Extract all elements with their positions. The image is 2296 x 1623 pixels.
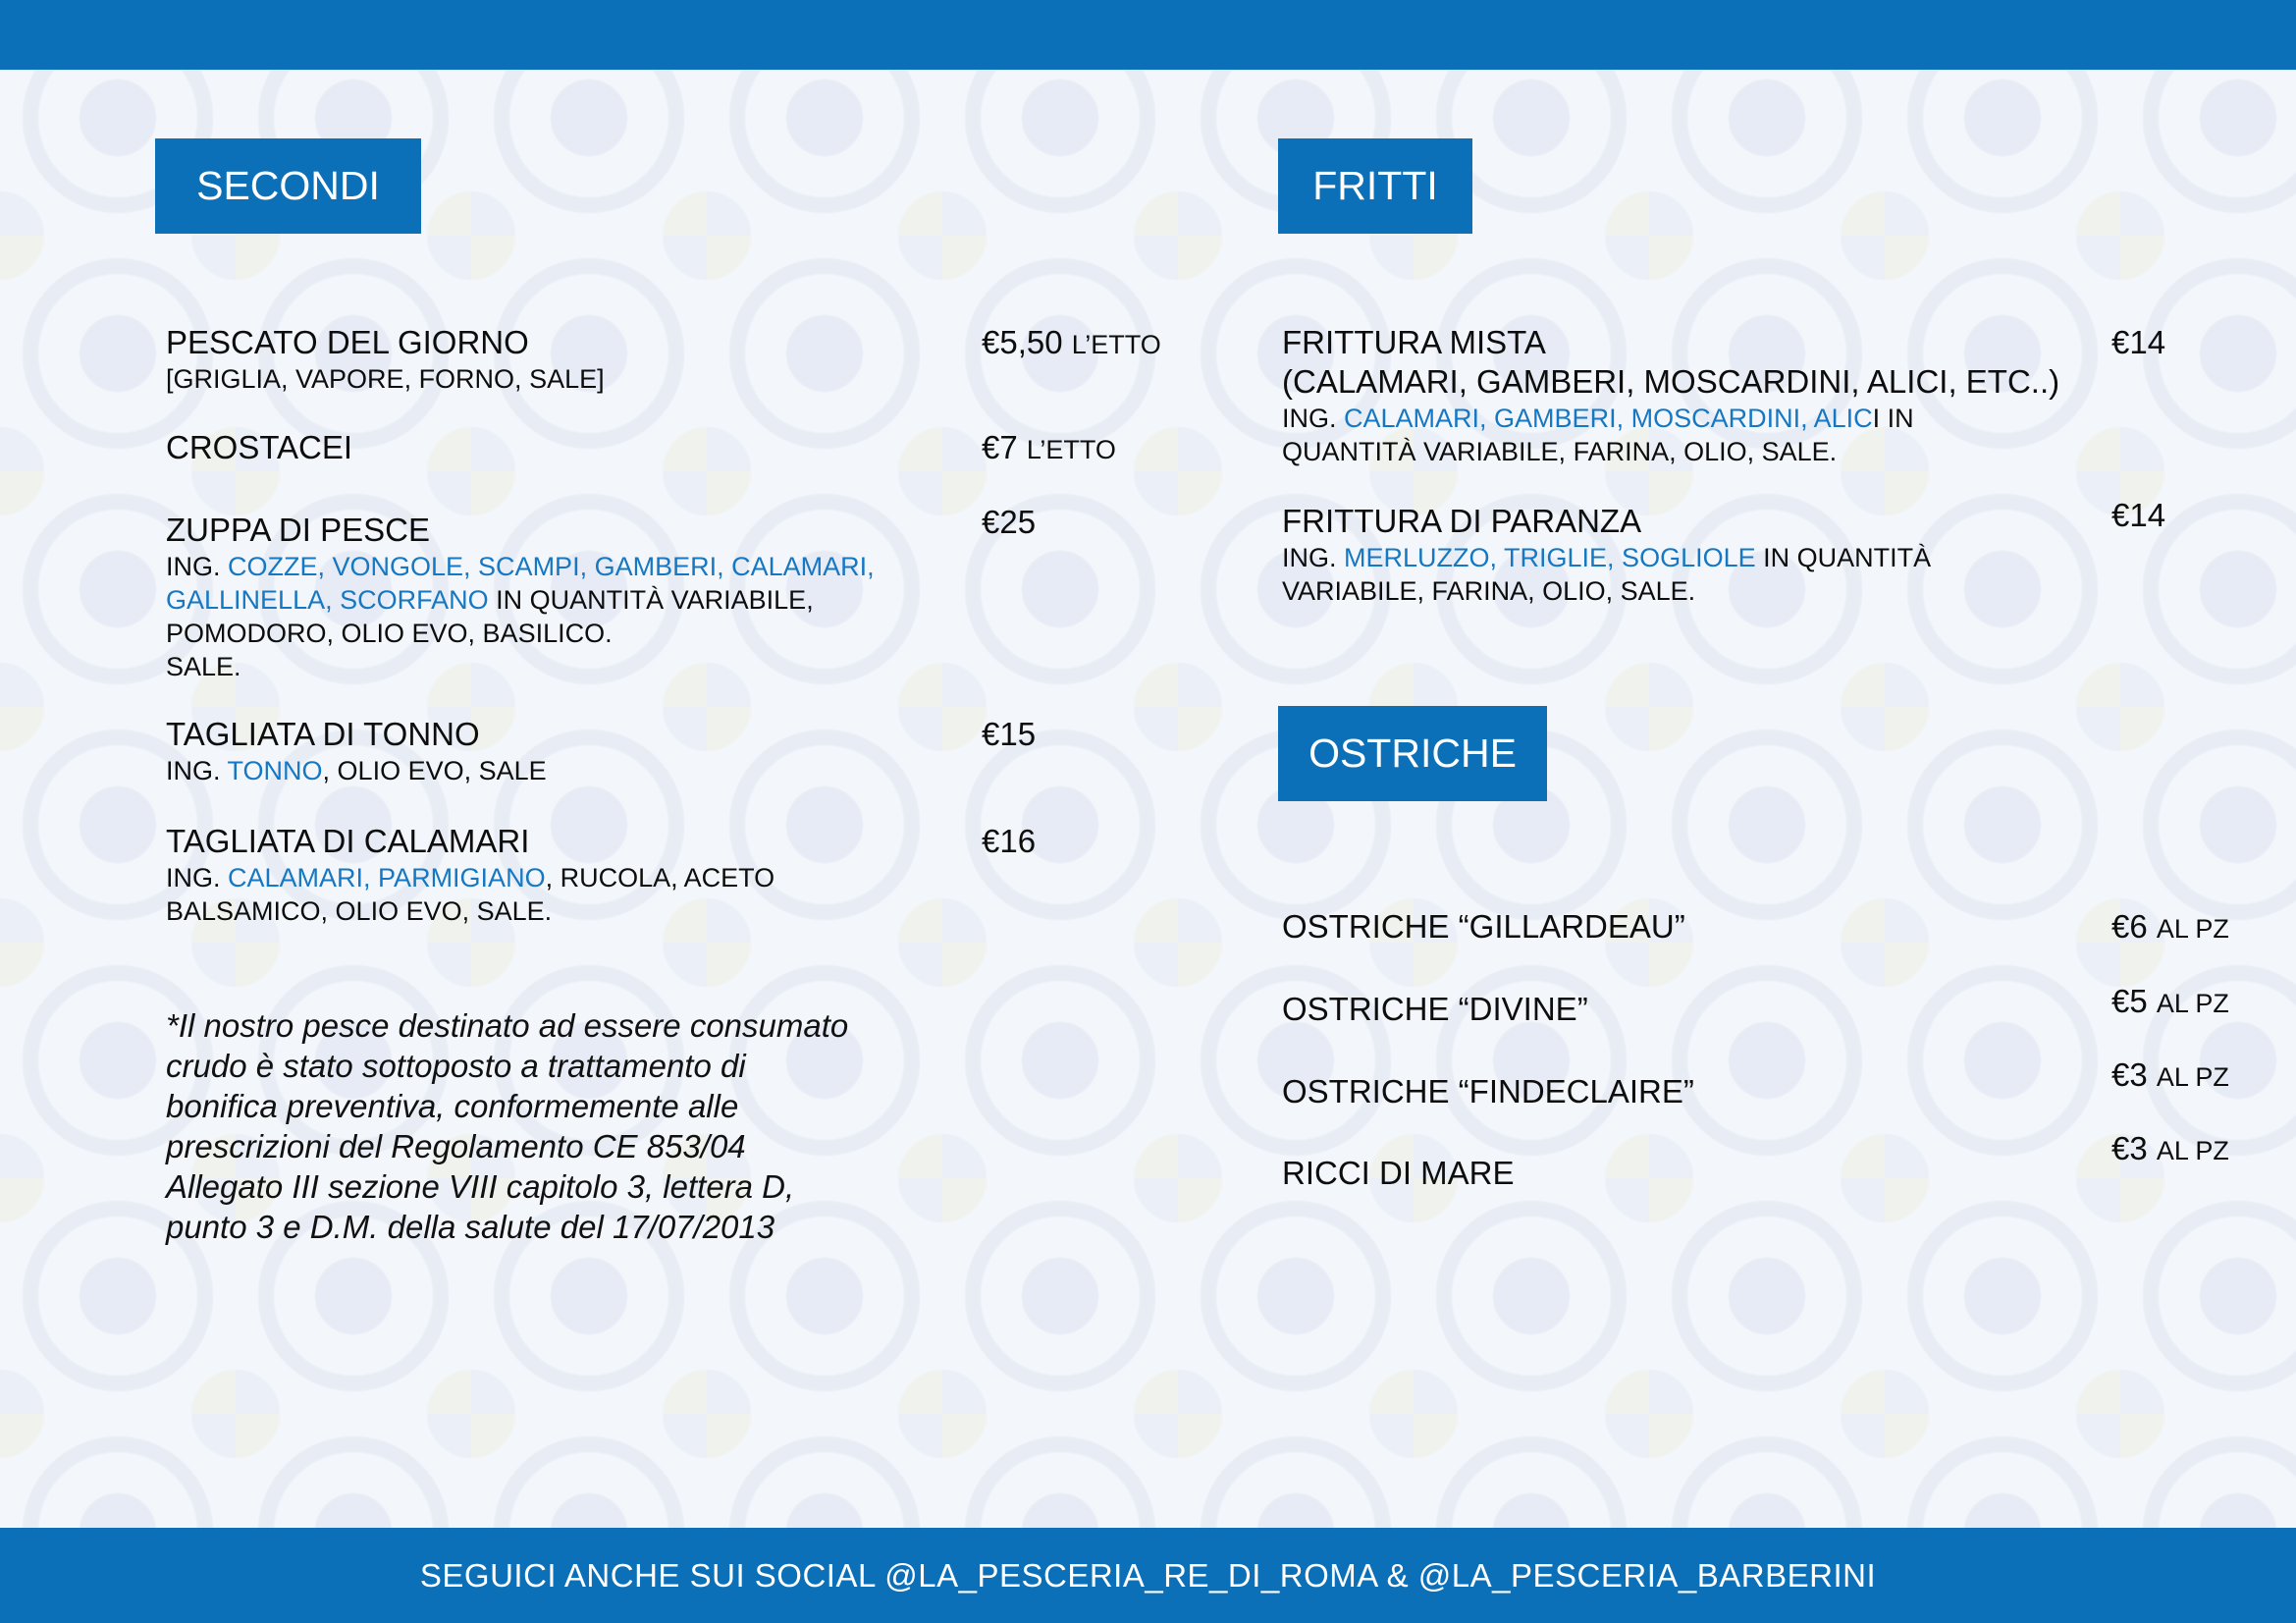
desc-prefix: ING. [166, 552, 229, 581]
item-desc [1282, 541, 2087, 574]
menu-item-findeclaire [1282, 1072, 1694, 1111]
price-unit: AL PZ [2156, 1136, 2229, 1165]
fritti-heading [1278, 138, 1472, 234]
item-name: TAGLIATA DI TONNO [166, 716, 480, 752]
desc-prefix: ING. [166, 863, 229, 893]
price-frittura-mista [2111, 323, 2165, 362]
ostriche-heading [1278, 706, 1547, 801]
price-ricci [2111, 1129, 2229, 1170]
notice-line: *Il nostro pesce destinato ad essere consumato [166, 1007, 849, 1044]
notice-line: crudo è stato sottoposto a trattamento di [166, 1048, 746, 1084]
raw-fish-notice [166, 1005, 971, 1247]
price-unit: AL PZ [2156, 1062, 2229, 1092]
price-value: €15 [982, 716, 1037, 752]
notice-line: punto 3 e D.M. della salute del 17/07/2013 [166, 1209, 775, 1245]
price-value: €16 [982, 823, 1037, 859]
desc-prefix: ING. [1282, 543, 1345, 572]
ostriche-heading-text: OSTRICHE [1308, 730, 1517, 776]
item-desc [166, 861, 971, 894]
item-desc: VARIABILE, FARINA, OLIO, SALE. [1282, 576, 1696, 606]
notice-line: prescrizioni del Regolamento CE 853/04 [166, 1128, 746, 1164]
price-unit: AL PZ [2156, 989, 2229, 1018]
footer-bar [0, 1528, 2296, 1623]
item-desc: BALSAMICO, OLIO EVO, SALE. [166, 896, 553, 926]
price-value: €7 [982, 429, 1018, 465]
price-pescato [982, 323, 1161, 364]
item-desc [166, 583, 971, 617]
item-desc [166, 550, 971, 583]
desc-rest: I IN [1872, 404, 1914, 433]
item-desc: [GRIGLIA, VAPORE, FORNO, SALE] [166, 364, 605, 394]
item-desc [1282, 402, 2087, 435]
price-value: €14 [2111, 324, 2166, 360]
item-name: RICCI DI MARE [1282, 1155, 1515, 1191]
desc-rest: IN QUANTITÀ VARIABILE, [488, 585, 814, 615]
item-name: FRITTURA MISTA [1282, 324, 1546, 360]
secondi-heading-text: SECONDI [196, 163, 380, 208]
item-name: ZUPPA DI PESCE [166, 512, 430, 548]
fritti-heading-text: FRITTI [1312, 163, 1438, 208]
item-name: TAGLIATA DI CALAMARI [166, 823, 530, 859]
price-value: €3 [2111, 1130, 2148, 1166]
price-value: €25 [982, 504, 1037, 540]
item-desc: QUANTITÀ VARIABILE, FARINA, OLIO, SALE. [1282, 437, 1838, 466]
item-name: FRITTURA DI PARANZA [1282, 503, 1642, 539]
top-bar [0, 0, 2296, 70]
menu-item-gillardeau [1282, 907, 1685, 947]
item-desc [166, 754, 971, 787]
price-gillardeau [2111, 907, 2229, 948]
price-unit: L’ETTO [1026, 435, 1116, 464]
price-value: €3 [2111, 1056, 2148, 1093]
menu-item-divine [1282, 990, 1588, 1029]
desc-rest: , OLIO EVO, SALE [322, 756, 547, 785]
price-value: €14 [2111, 497, 2166, 533]
desc-prefix: ING. [1282, 404, 1345, 433]
menu-item-paranza [1282, 502, 2087, 608]
item-desc: SALE. [166, 652, 241, 681]
menu-item-crostacei [166, 428, 971, 467]
price-crostacei [982, 428, 1116, 469]
menu-item-frittura-mista [1282, 323, 2087, 468]
price-calamari [982, 822, 1036, 861]
item-name: PESCATO DEL GIORNO [166, 324, 529, 360]
desc-ingredients: MERLUZZO, TRIGLIE, SOGLIOLE [1344, 543, 1756, 572]
price-unit: L’ETTO [1071, 330, 1161, 359]
menu-item-pescato [166, 323, 971, 396]
item-desc: POMODORO, OLIO EVO, BASILICO. [166, 619, 613, 648]
desc-rest: IN QUANTITÀ [1755, 543, 1932, 572]
notice-line: Allegato III sezione VIII capitolo 3, lettera D, [166, 1168, 795, 1205]
menu-item-ricci [1282, 1154, 1515, 1193]
price-unit: AL PZ [2156, 914, 2229, 944]
menu-item-calamari [166, 822, 971, 928]
desc-ingredients: CALAMARI, GAMBERI, MOSCARDINI, ALIC [1344, 404, 1873, 433]
menu-item-zuppa [166, 511, 971, 683]
desc-rest: , RUCOLA, ACETO [545, 863, 775, 893]
item-name: OSTRICHE “DIVINE” [1282, 991, 1588, 1027]
notice-line: bonifica preventiva, conformemente alle [166, 1088, 739, 1124]
item-name: OSTRICHE “FINDECLAIRE” [1282, 1073, 1694, 1109]
item-name: OSTRICHE “GILLARDEAU” [1282, 908, 1685, 945]
item-name: CROSTACEI [166, 429, 353, 465]
desc-ingredients: COZZE, VONGOLE, SCAMPI, GAMBERI, CALAMARI, [228, 552, 875, 581]
social-handles: SEGUICI ANCHE SUI SOCIAL @LA_PESCERIA_RE_DI_ROMA & @LA_PESCERIA_BARBERINI [419, 1556, 1877, 1594]
price-zuppa [982, 503, 1036, 542]
price-divine [2111, 982, 2229, 1023]
price-findeclaire [2111, 1055, 2229, 1097]
price-paranza [2111, 496, 2165, 535]
price-tonno [982, 715, 1036, 754]
menu-item-tonno [166, 715, 971, 787]
desc-ingredients: TONNO [227, 756, 323, 785]
price-value: €6 [2111, 908, 2148, 945]
item-name-detail: (CALAMARI, GAMBERI, MOSCARDINI, ALICI, ETC..) [1282, 363, 2060, 400]
price-value: €5 [2111, 983, 2148, 1019]
secondi-heading [155, 138, 421, 234]
desc-prefix: ING. [166, 756, 228, 785]
price-value: €5,50 [982, 324, 1063, 360]
desc-ingredients: CALAMARI, PARMIGIANO [228, 863, 546, 893]
desc-ingredients: GALLINELLA, SCORFANO [166, 585, 489, 615]
